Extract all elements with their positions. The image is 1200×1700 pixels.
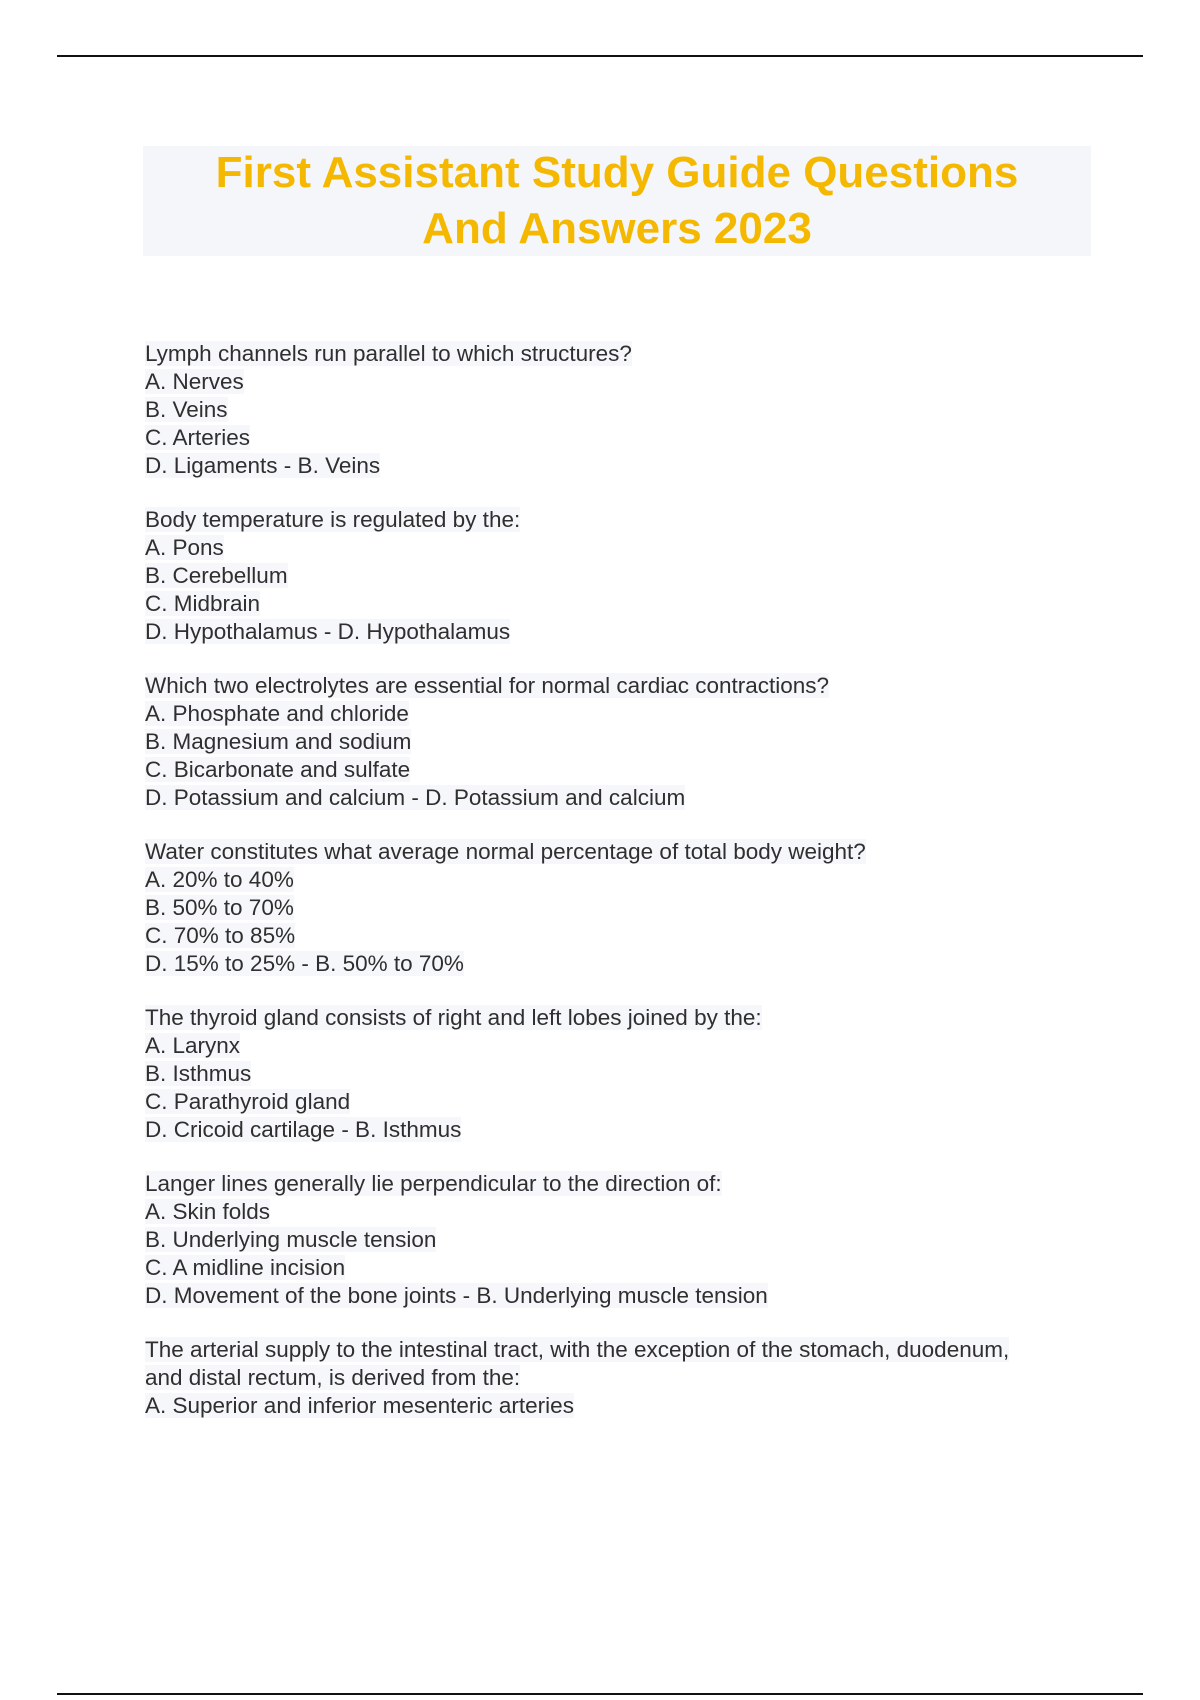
answer-option: C. Midbrain <box>145 591 261 616</box>
answer-option: B. Veins <box>145 397 228 422</box>
answer-option: A. 20% to 40% <box>145 867 294 892</box>
question-block <box>145 672 1085 812</box>
question-block <box>145 838 1085 978</box>
answer-option: A. Nerves <box>145 369 244 394</box>
answer-option: D. Cricoid cartilage - B. Isthmus <box>145 1117 462 1142</box>
question-text: and distal rectum, is derived from the: <box>145 1365 521 1390</box>
question-block <box>145 1004 1085 1144</box>
answer-option: C. Bicarbonate and sulfate <box>145 757 411 782</box>
answer-option: C. Arteries <box>145 425 251 450</box>
title-banner <box>143 146 1091 256</box>
question-text: The thyroid gland consists of right and left lobes joined by the: <box>145 1005 762 1030</box>
answer-option: D. Potassium and calcium - D. Potassium and calcium <box>145 785 686 810</box>
question-block <box>145 1336 1085 1420</box>
answer-option: D. Ligaments - B. Veins <box>145 453 381 478</box>
answer-option: B. Cerebellum <box>145 563 288 588</box>
answer-option: B. 50% to 70% <box>145 895 294 920</box>
page-title-line-1: First Assistant Study Guide Questions <box>215 148 1019 197</box>
footer-rule <box>57 1693 1143 1695</box>
answer-option: A. Phosphate and chloride <box>145 701 409 726</box>
question-text: Lymph channels run parallel to which structures? <box>145 341 632 366</box>
question-text: Body temperature is regulated by the: <box>145 507 521 532</box>
page-title-line-2: And Answers 2023 <box>422 204 812 253</box>
answer-option: C. 70% to 85% <box>145 923 296 948</box>
answer-option: C. Parathyroid gland <box>145 1089 351 1114</box>
question-text: The arterial supply to the intestinal tract, with the exception of the stomach, duodenum, <box>145 1337 1010 1362</box>
header-rule <box>57 55 1143 57</box>
question-block <box>145 340 1085 480</box>
answer-option: B. Magnesium and sodium <box>145 729 412 754</box>
question-list <box>145 340 1085 1446</box>
answer-option: D. Movement of the bone joints - B. Underlying muscle tension <box>145 1283 768 1308</box>
answer-option: D. Hypothalamus - D. Hypothalamus <box>145 619 511 644</box>
answer-option: A. Skin folds <box>145 1199 271 1224</box>
question-text: Water constitutes what average normal percentage of total body weight? <box>145 839 866 864</box>
answer-option: B. Isthmus <box>145 1061 252 1086</box>
question-text: Which two electrolytes are essential for normal cardiac contractions? <box>145 673 830 698</box>
answer-option: A. Pons <box>145 535 224 560</box>
answer-option: A. Larynx <box>145 1033 241 1058</box>
question-block <box>145 506 1085 646</box>
answer-option: D. 15% to 25% - B. 50% to 70% <box>145 951 464 976</box>
answer-option: A. Superior and inferior mesenteric arteries <box>145 1393 574 1418</box>
question-text: Langer lines generally lie perpendicular to the direction of: <box>145 1171 722 1196</box>
answer-option: B. Underlying muscle tension <box>145 1227 437 1252</box>
answer-option: C. A midline incision <box>145 1255 346 1280</box>
question-block <box>145 1170 1085 1310</box>
